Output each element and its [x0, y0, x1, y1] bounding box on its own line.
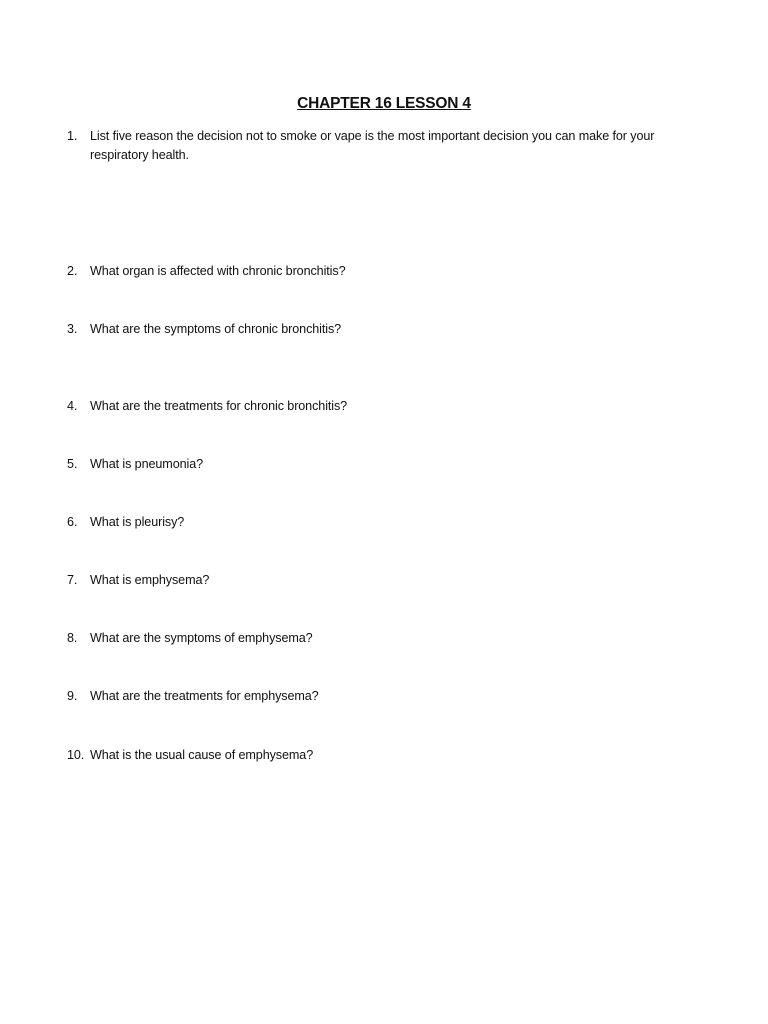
question-text: What are the symptoms of emphysema? — [90, 631, 313, 645]
question-number: 2. — [67, 264, 78, 278]
question-item — [67, 320, 707, 339]
question-item — [67, 455, 707, 474]
question-number: 4. — [67, 399, 78, 413]
question-text: What is the usual cause of emphysema? — [90, 748, 314, 762]
question-number: 3. — [67, 322, 78, 336]
question-text: What are the treatments for emphysema? — [90, 689, 319, 703]
question-text: What are the treatments for chronic bronchitis? — [90, 399, 348, 413]
question-text: List five reason the decision not to smoke or vape is the most important decision you can make for your respiratory health. — [90, 129, 655, 162]
question-item — [67, 687, 707, 706]
question-item — [67, 262, 707, 281]
question-number: 8. — [67, 631, 78, 645]
question-item — [67, 629, 707, 648]
question-number: 5. — [67, 457, 78, 471]
question-text: What is emphysema? — [90, 573, 210, 587]
question-item — [67, 746, 707, 765]
document-title: CHAPTER 16 LESSON 4 — [297, 95, 471, 112]
question-item — [67, 571, 707, 590]
question-number: 7. — [67, 573, 78, 587]
question-text: What is pleurisy? — [90, 515, 185, 529]
question-number: 1. — [67, 129, 78, 143]
question-number: 10. — [67, 748, 85, 762]
question-number: 9. — [67, 689, 78, 703]
question-text: What are the symptoms of chronic bronchitis? — [90, 322, 342, 336]
question-text: What organ is affected with chronic bronchitis? — [90, 264, 346, 278]
question-text: What is pneumonia? — [90, 457, 204, 471]
question-item — [67, 127, 707, 165]
question-item — [67, 513, 707, 532]
question-number: 6. — [67, 515, 78, 529]
question-item — [67, 397, 707, 416]
